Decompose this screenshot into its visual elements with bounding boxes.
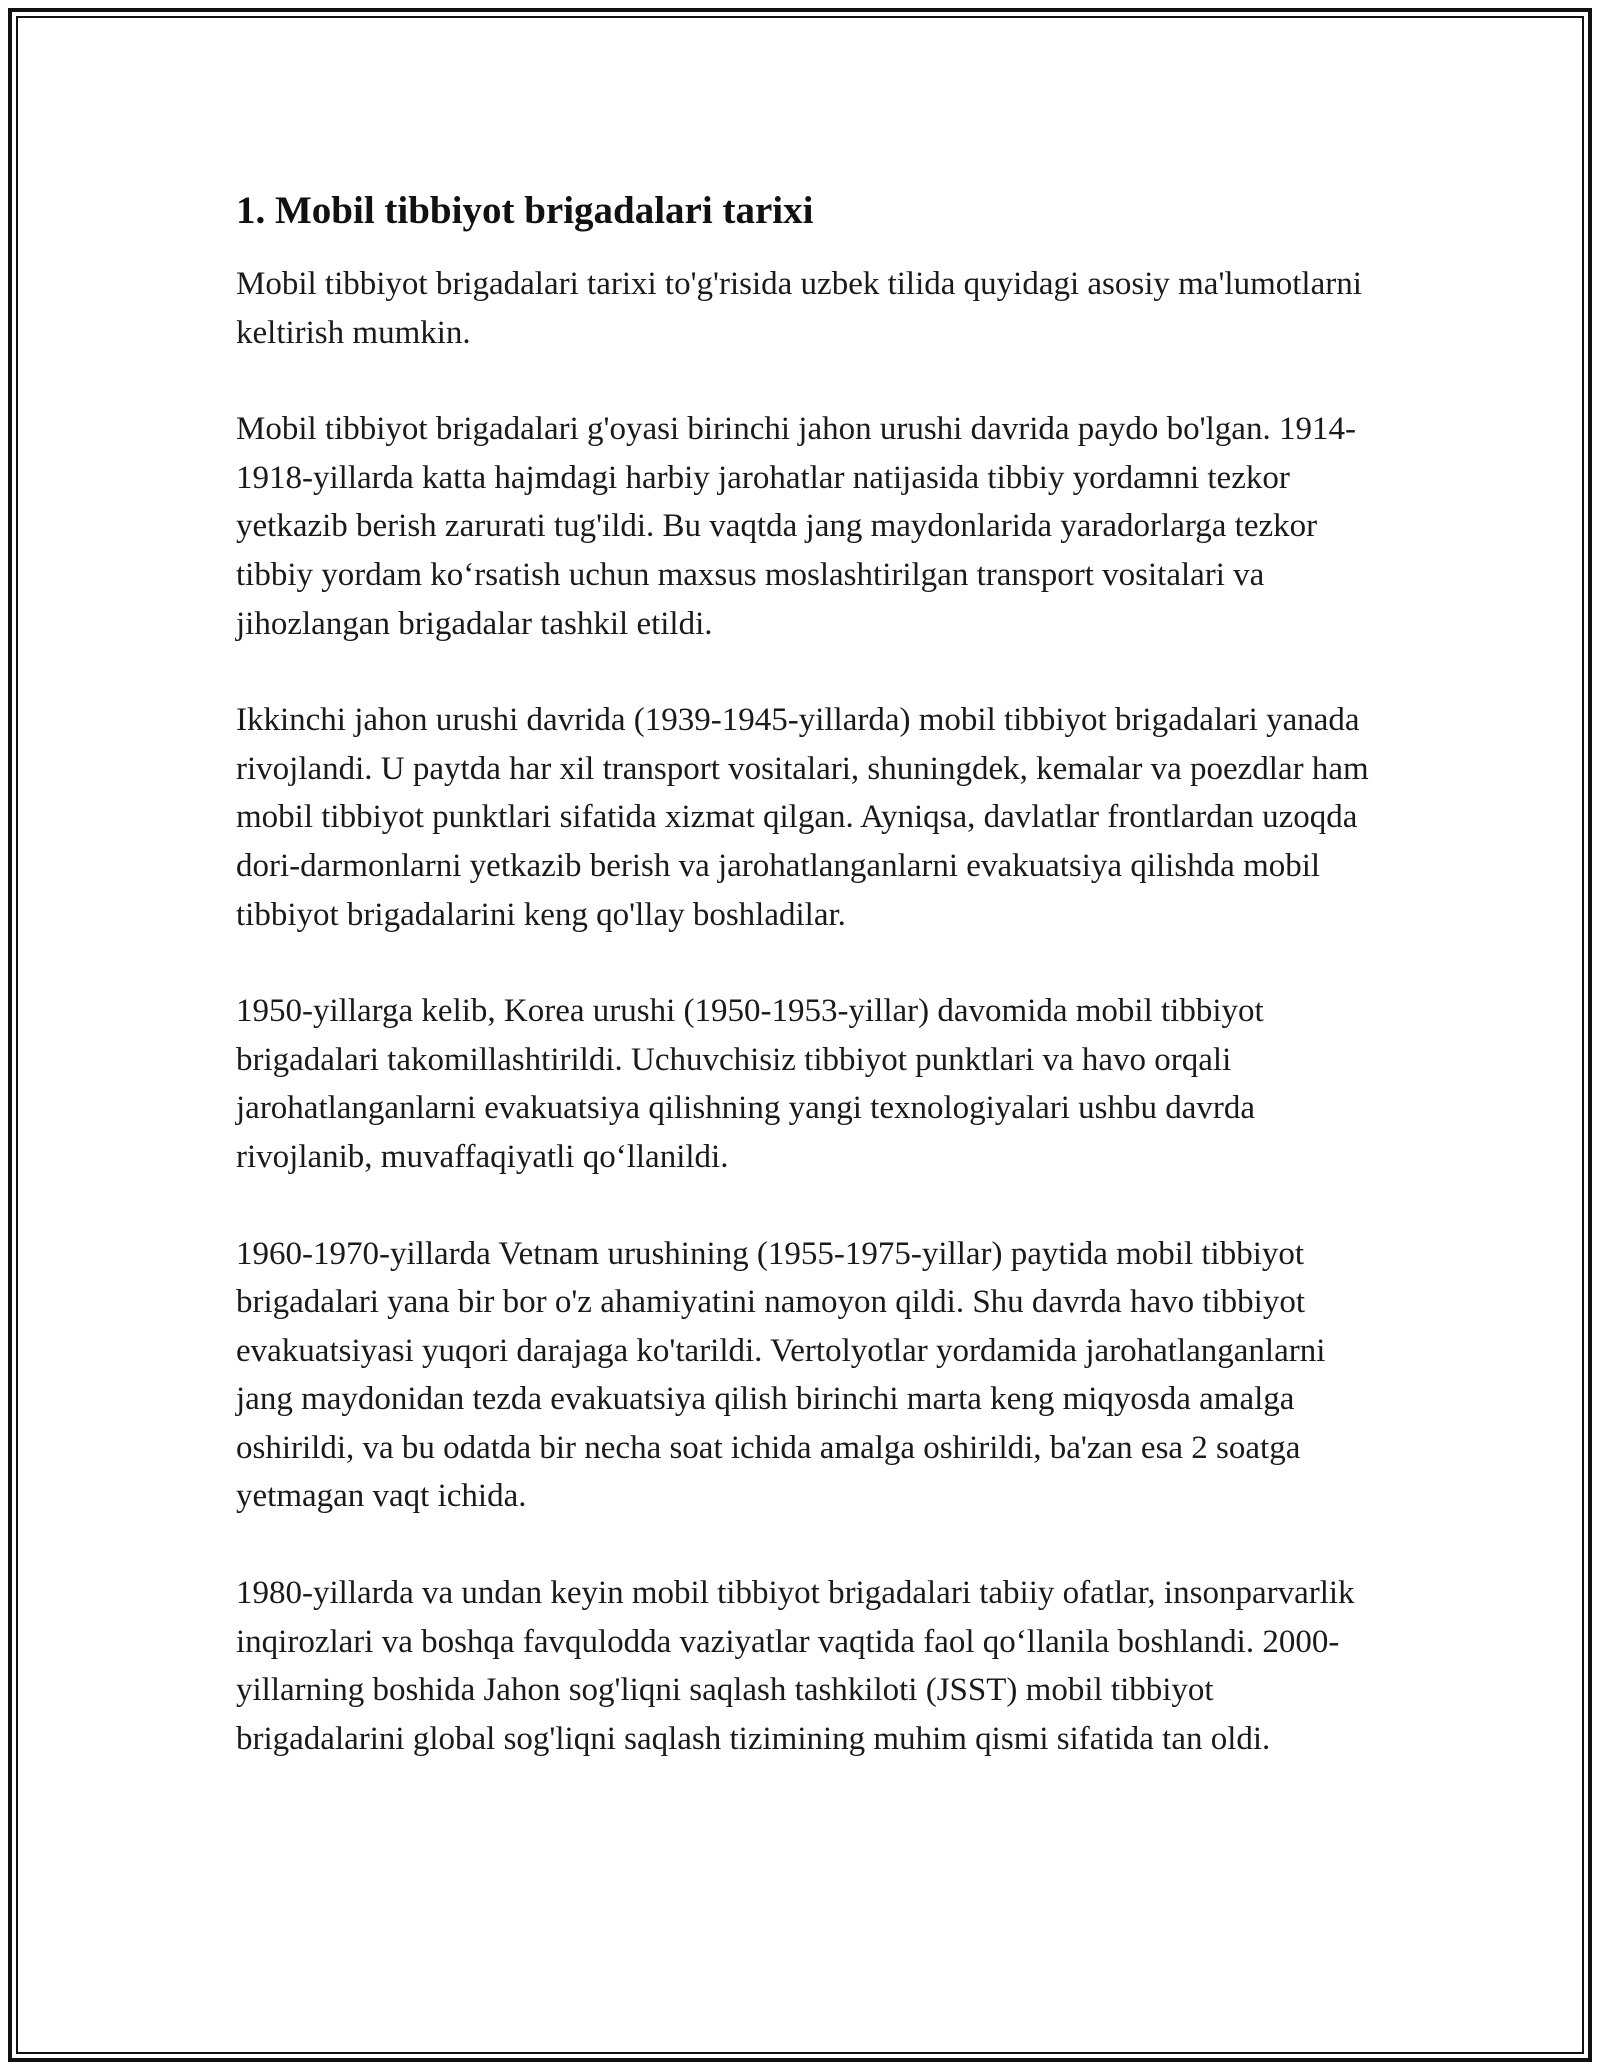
paragraph-modern: 1980-yillarda va undan keyin mobil tibbiyot brigadalari tabiiy ofatlar, insonparvarlik inqirozlari va boshqa favqulodda vaziyatlar vaqtida faol qo‘llanila boshlandi. 2000-yillarning boshida Jahon sog'liqni saqlash tashkiloti (JSST) mobil tibbiyot brigadalarini global sog'liqni saqlash tizimining muhim qismi sifatida tan oldi. bbox=[236, 1575, 1355, 1757]
paragraph-vietnam: 1960-1970-yillarda Vetnam urushining (1955-1975-yillar) paytida mobil tibbiyot brigadalari yana bir bor o'z ahamiyatini namoyon qildi. Shu davrda havo tibbiyot evakuatsiyasi yuqori darajaga ko'tarildi. Vertolyotlar yordamida jarohatlanganlarni jang maydonidan tezda evakuatsiya qilish birinchi marta keng miqyosda amalga oshirildi, va bu odatda bir necha soat ichida amalga oshirildi, ba'zan esa 2 soatga yetmagan vaqt ichida. bbox=[236, 1235, 1326, 1515]
paragraph-intro: Mobil tibbiyot brigadalari tarixi to'g'risida uzbek tilida quyidagi asosiy ma'lumotlarni keltirish mumkin. bbox=[236, 266, 1362, 351]
paragraph-ww2: Ikkinchi jahon urushi davrida (1939-1945-yillarda) mobil tibbiyot brigadalari yanada rivojlandi. U paytda har xil transport vositalari, shuningdek, kemalar va poezdlar ham mobil tibbiyot punktlari sifatida xizmat qilgan. Ayniqsa, davlatlar frontlardan uzoqda dori-darmonlarni yetkazib berish va jarohatlanganlarni evakuatsiya qilishda mobil tibbiyot brigadalarini keng qo'llay boshladilar. bbox=[236, 702, 1369, 933]
paragraph-ww1: Mobil tibbiyot brigadalari g'oyasi birinchi jahon urushi davrida paydo bo'lgan. 1914-1918-yillarda katta hajmdagi harbiy jarohatlar natijasida tibbiy yordamni tezkor yetkazib berish zarurati tug'ildi. Bu vaqtda jang maydonlarida yaradorlarga tezkor tibbiy yordam ko‘rsatish uchun maxsus moslashtirilgan transport vositalari va jihozlangan brigadalar tashkil etildi. bbox=[236, 411, 1356, 642]
section-heading: 1. Mobil tibbiyot brigadalari tarixi bbox=[236, 189, 814, 232]
paragraph-korea: 1950-yillarga kelib, Korea urushi (1950-1953-yillar) davomida mobil tibbiyot brigadalari takomillashtirildi. Uchuvchisiz tibbiyot punktlari va havo orqali jarohatlanganlarni evakuatsiya qilishning yangi texnologiyalari ushbu davrda rivojlanib, muvaffaqiyatli qo‘llanildi. bbox=[236, 993, 1264, 1175]
document-body bbox=[236, 186, 1376, 1811]
